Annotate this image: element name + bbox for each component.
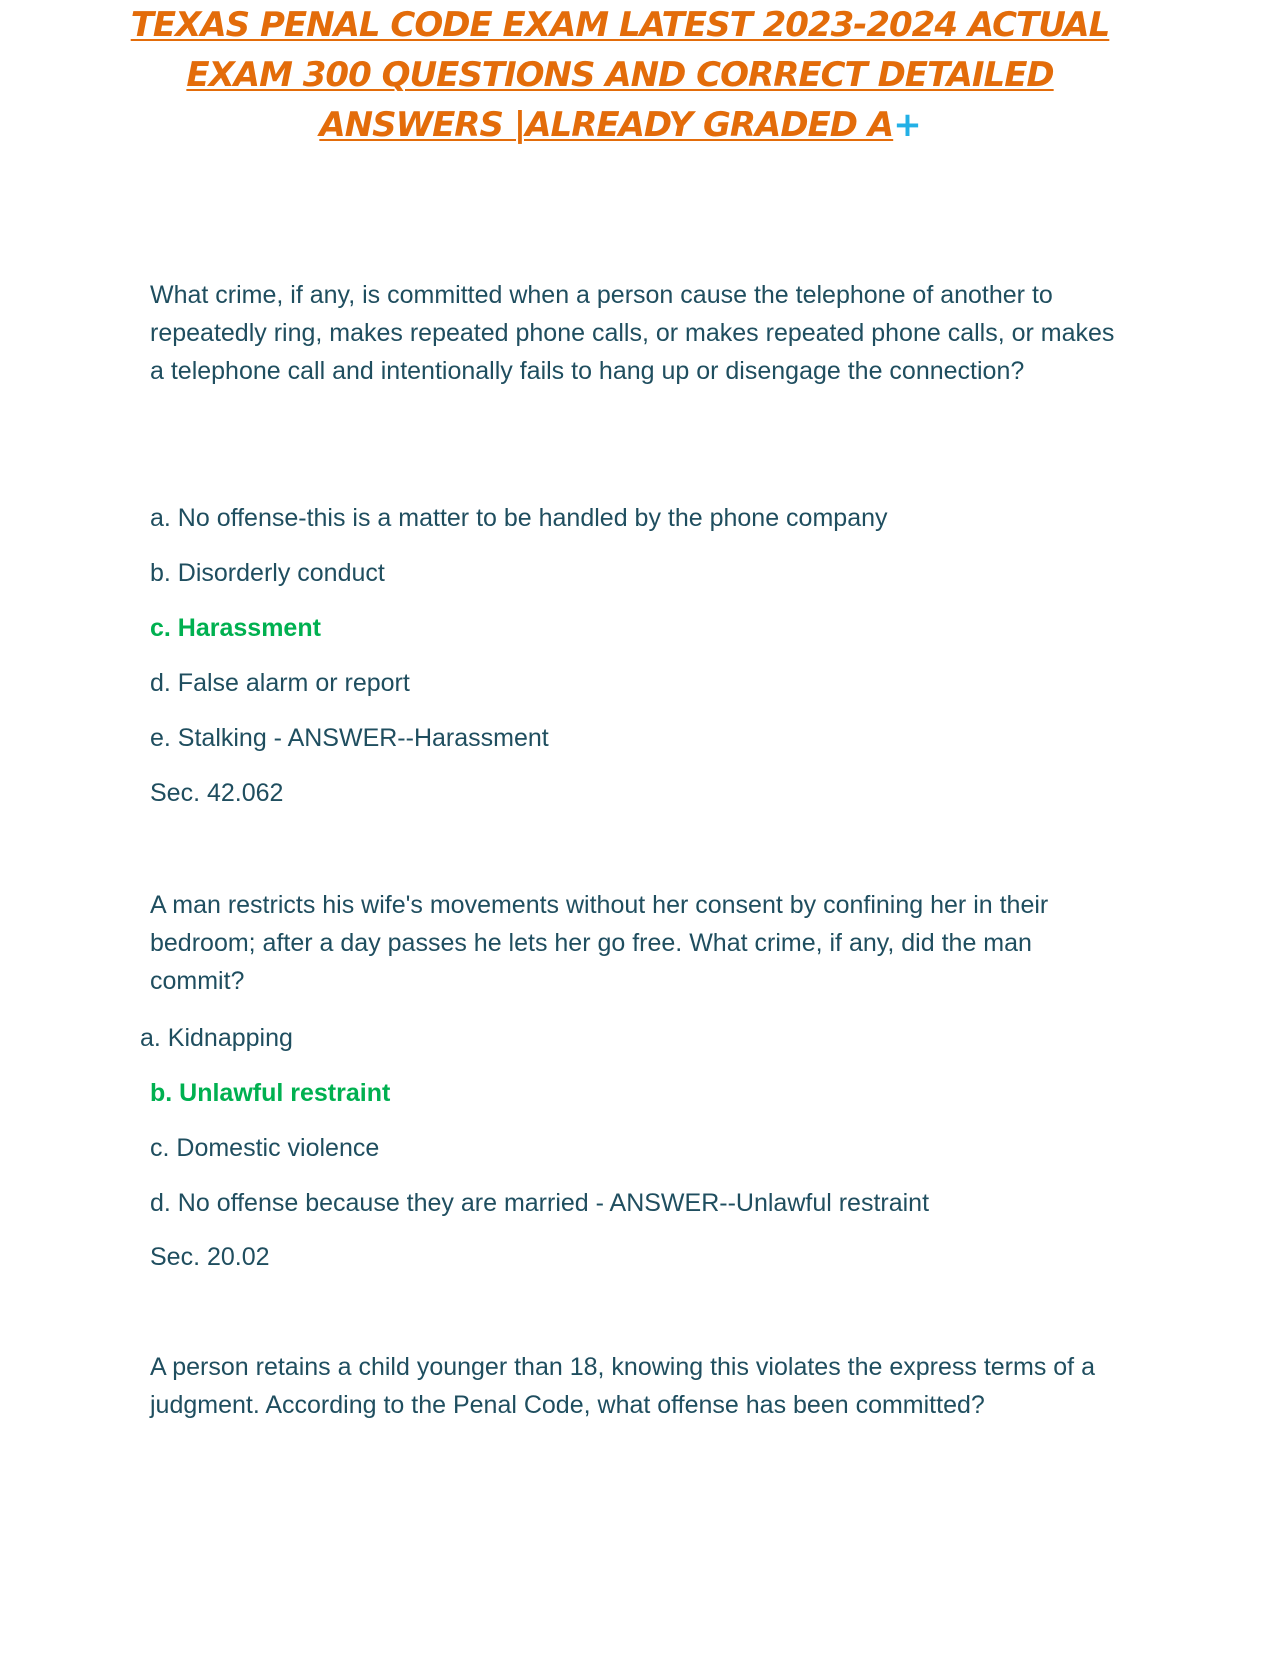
title-line-1: TEXAS PENAL CODE EXAM LATEST 2023-2024 ACTUAL [130, 5, 1110, 45]
question-1-text: What crime, if any, is committed when a person cause the telephone of another to repeatedly ring, makes repeated phone calls, or makes repeated phone calls, or makes a telephone call and intentionally fails to hang up or disengage the connection? [150, 281, 1115, 385]
question-1-section: Sec. 42.062 [150, 779, 284, 807]
question-1-option-c-correct: c. Harassment [150, 614, 321, 642]
question-1-option-a: a. No offense-this is a matter to be handled by the phone company [150, 504, 888, 532]
question-2-section: Sec. 20.02 [150, 1243, 270, 1271]
question-2-option-d: d. No offense because they are married - ANSWER--Unlawful restraint [150, 1189, 930, 1217]
question-2-option-b-correct: b. Unlawful restraint [150, 1079, 391, 1107]
page-title [130, 0, 1110, 150]
question-3-text: A person retains a child younger than 18, knowing this violates the express terms of a judgment. According to the Penal Code, what offense has been committed? [150, 1353, 1095, 1419]
question-2-text: A man restricts his wife's movements without her consent by confining her in their bedroom; after a day passes he lets her go free. What crime, if any, did the man commit? [150, 891, 1049, 995]
title-line-2: EXAM 300 QUESTIONS AND CORRECT DETAILED [186, 55, 1054, 95]
question-2-option-c: c. Domestic violence [150, 1134, 380, 1162]
question-2-option-a: a. Kidnapping [140, 1024, 293, 1052]
question-1-option-e: e. Stalking - ANSWER--Harassment [150, 724, 549, 752]
title-plus-sign: + [893, 105, 921, 145]
question-1-option-d: d. False alarm or report [150, 669, 410, 697]
question-1-option-b: b. Disorderly conduct [150, 559, 385, 587]
title-line-3: ANSWERS |ALREADY GRADED A+ [319, 105, 921, 145]
